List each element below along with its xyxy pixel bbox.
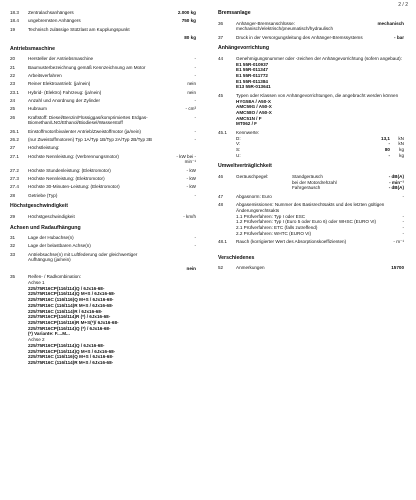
field-row: 25 Hubraum - cm³ — [10, 106, 196, 112]
field-row: 29 Höchstgeschwindigkeit - km/h — [10, 213, 196, 219]
row-52: 52 Anmerkungen 15700 — [218, 265, 404, 271]
field-row: 28 Getriebe (Typ) - — [10, 192, 196, 198]
row-45-1: 45.1 Kennwerte: D: 13,1 kN V: - kN S: 80 kg U: - kg — [218, 129, 404, 158]
emission-row: 1.2 Prüfverfahren: Typ I (Euro 5 oder Euro 6) oder WHSC (EURO VI) - — [236, 219, 404, 225]
noise-row: Fahrgeräusch - dB(A) — [292, 185, 404, 191]
tire-spec: 225/75R16CP(116/114)Q M+S / 6Jx16-68- — [28, 291, 116, 297]
tire-spec: 225/75R16CP(116/114)R (*) / 6Jx16-68- — [28, 314, 111, 320]
section-achsen: Achsen und Radaufhängung — [10, 224, 81, 231]
field-row: 26.1 Einstoffmotor/bivalenter Antrieb/Zweistoffmotor (ja/nein) - — [10, 128, 196, 134]
kennwert-row: U: - kg — [236, 152, 404, 158]
section-umwelt: Umweltverträglichkeit — [218, 163, 272, 170]
tire-spec: 225/75R16CP(116/116)R M+S(*)/ 6Jx16-68- — [28, 320, 119, 325]
coupling-type: AMC59G / A50-X — [236, 104, 272, 110]
section-antriebsmaschine: Antriebsmaschine — [10, 45, 55, 52]
tire-spec: 225/75R16C (116/116)Q M+S / 6Jx16-68- — [28, 354, 114, 360]
section-verschiedenes: Verschiedenes — [218, 254, 255, 261]
field-row: 27.1 Höchste Nennleistung: (Verbrennungsmotor) - kW bei - min⁻¹ — [10, 153, 196, 165]
field-row: 37 Druck in der Versorgungsleitung des Anhänger-Bremssystems - bar — [218, 34, 404, 40]
field-row: 21 Baumusterbezeichnung gemäß Kennzeichnung am Motor - — [10, 64, 196, 70]
coupling-type: AMC58O / A50-X — [236, 110, 272, 115]
row-35: 35 Reifen- / Radkombination: Achse 1 225/75R16CP(116/114)Q / 6Jx16-68- 225/75R16CP(116/114)Q M+S / 6Jx16-68- 225/75R16C (116/116)Q M+S / 6Jx16-68- 225/75R16C (116/114)R M+S / 6Jx16-68- 225/75R16C (116/114)R / 6Jx16-68- 225/75R16CP(116/114)R (*) / 6Jx16-68- 225/75R16CP(116/116)R M+S(*)/ 6Jx16-68- 225/75R16CP(116/114)Q (*) / 6Jx16-68- (*) Variante: F....M... Achse 2 225/75R16CP(116/114)Q / 6Jx16-68- 225/75R16CP(116/114)Q M+S / 6Jx16-68- 225/75R16C (116/116)Q M+S / 6Jx16-68- 225/75R16C (116/114)R M+S / 6Jx16-68- — [10, 274, 196, 366]
coupling-type-list — [236, 99, 404, 128]
emission-row: 1.1 Prüfverfahren: Typ I oder ESC - — [236, 213, 404, 219]
coupling-type: MT062 / F — [236, 121, 257, 127]
row-48: 48 Abgasemissionen: Nummer des Basisrechtsakts und des letzten gültigen Änderungsrechtsakts 1.1 Prüfverfahren: Typ I oder ESC - 1.2 Prüfverfahren: Typ I (Euro 5 oder Euro 6) oder WHSC (EURO VI) - 2.1 Prüfverfahren: ETC (falls zutreffend) - 2.2 Prüfverfahren: WHTC (EURO VI) - — [218, 202, 404, 236]
approval-number: E13 55R-013641 — [236, 84, 271, 90]
row-47: 47 Abgasnorm: Euro - — [218, 193, 404, 199]
tire-list-axle-2 — [28, 343, 196, 366]
field-row: 23 Reiner Elektroantrieb: (ja/nein) nein — [10, 81, 196, 87]
tire-spec: 225/75R16CP(116/114)Q / 6Jx16-68- — [28, 342, 105, 348]
field-row: 20 Hersteller der Antriebsmaschine - — [10, 56, 196, 62]
row-18-4: 18.4 ungebremsten Anhängers 750 kg — [10, 18, 196, 24]
speed-list — [10, 214, 196, 220]
field-row: 36 Anhänger-Bremsanschlüsse: mechanisch/elektrisch/pneumatisch/hydraulisch mechanisch — [218, 20, 404, 32]
row-45: 45 Typen oder Klassen von Anhängevorrichtungen, die angebracht werden können HYG58A / A50-X AMC59G / A50-X AMC58O / A50-X AMC51N / F MT062 / F — [218, 93, 404, 127]
tire-spec: 225/75R16C (116/114)R M+S / 6Jx16-68- — [28, 302, 114, 308]
field-row: 33 Antriebsachse(n) mit Luftfederung oder gleichwertiger Aufhängung (ja/nein) — [10, 251, 138, 263]
field-row: 27 Höchstleistung: — [10, 145, 60, 151]
approval-number: E1 55R-010937 — [236, 61, 269, 67]
section-hoechstgeschwindigkeit: Höchstgeschwindigkeit — [10, 203, 68, 210]
tire-spec: 225/75R16CP(116/114)Q / 6Jx16-68- — [28, 285, 105, 291]
row-44: 44 Genehmigungsnummer oder -zeichen der Anhängevorrichtung (sofern angebaut): E1 55R-010937 E1 55R-011347 E1 55R-011772 E1 55R-011384 E13 55R-013641 — [218, 55, 402, 90]
field-row: 27.4 Höchste 30-Minuten-Leistung: (Elektromotor) - kW — [10, 184, 196, 190]
left-column — [10, 10, 196, 368]
brems-list — [218, 21, 404, 41]
antrieb-list — [10, 56, 196, 198]
noise-row: bei der Motordrehzahl - min⁻¹ — [292, 179, 404, 185]
approval-number: E1 55R-011347 — [236, 67, 268, 73]
field-row: 23.1 Hybrid- (Elektro) Fahrzeug: (ja/nein) nein — [10, 89, 196, 95]
field-row: 32 Lage der belastbaren Achse(n) - — [10, 243, 196, 249]
tire-spec: (*) Variante: F....M... — [28, 331, 70, 337]
tire-spec: 225/75R16CP(116/114)Q (*) / 6Jx16-68- — [28, 325, 111, 331]
field-row: 22 Arbeitsverfahren - — [10, 72, 196, 78]
section-anhaengevorrichtung: Anhängevorrichtung — [218, 45, 270, 52]
coupling-type: AMC51N / F — [236, 115, 262, 121]
tire-spec: 225/75R16C (116/114)R M+S / 6Jx16-68- — [28, 360, 114, 366]
row-46: 46 Geräuschpegel: Standgeräusch - dB(A) bei der Motordrehzahl - min⁻¹ Fahrgeräusch - dB(A) — [218, 173, 404, 191]
field-row: 27.2 Höchste Stundenleistung: (Elektromotor) - kW — [10, 167, 196, 173]
kennwert-row: V: - kN — [236, 141, 404, 147]
tire-spec: 225/75R16CP(116/114)Q M+S / 6Jx16-68- — [28, 348, 116, 354]
tire-spec: 225/75R16C (116/116)Q M+S / 6Jx16-68- — [28, 297, 114, 303]
tire-spec: 225/75R16C (116/114)R / 6Jx16-68- — [28, 308, 103, 314]
kennwert-row: S: 80 kg — [236, 147, 404, 152]
kennwert-row: D: 13,1 kN — [236, 135, 404, 141]
field-row: 26.2 (nur Zweistoffmotoren) Typ 1A/Typ 1B/Typ 2A/Typ 2B/Typ 3B - — [10, 136, 196, 142]
noise-list — [292, 174, 404, 191]
achse-1-label: Achse 1 — [28, 279, 45, 285]
emission-list — [236, 214, 404, 237]
row-19-value: 80 kg — [184, 34, 196, 40]
approval-number: E1 55R-011772 — [236, 73, 268, 78]
tire-list-axle-1 — [28, 286, 196, 338]
approval-list — [236, 62, 404, 91]
row-33-value: nein — [186, 265, 196, 271]
right-column — [218, 10, 404, 274]
emission-row: 2.2 Prüfverfahren: WHTC (EURO VI) - — [236, 230, 404, 236]
page-number: 2 / 2 — [398, 2, 408, 8]
achse-2-label: Achse 2 — [28, 337, 45, 343]
field-row: 31 Lage der Hubachse(n) - — [10, 235, 196, 241]
achsen-list — [10, 235, 196, 263]
field-row: 26 Kraftstoff: Diesel/Benzin/Flüssiggas/komprimiertes Erdgas-Biomethan/LNG/Ethanol/Biodiesel/Wasserstoff - — [10, 114, 196, 126]
field-row: 24 Anzahl und Anordnung der Zylinder - — [10, 97, 196, 103]
row-19: 19 Technisch zulässige Stützlast am Kupplungspunkt — [10, 26, 130, 32]
section-bremsanlage: Bremsanlage — [218, 10, 251, 16]
row-18-3: 18.3 Zentralachsanhängers 2.000 kg — [10, 10, 196, 15]
emission-row: 2.1 Prüfverfahren: ETC (falls zutreffend) - — [236, 225, 404, 231]
noise-row: Standgeräusch - dB(A) — [292, 173, 404, 179]
approval-number: E1 55R-011384 — [236, 78, 268, 84]
row-48-1: 48.1 Rauch (korrigierter Wert des Absorptionskoeffizienten) - m⁻¹ — [218, 239, 404, 245]
field-row: 27.3 Höchste Nennleistung: (Elektromotor) - kW — [10, 175, 196, 181]
coupling-type: HYG58A / A50-X — [236, 98, 271, 104]
kennwerte-list — [236, 136, 404, 159]
